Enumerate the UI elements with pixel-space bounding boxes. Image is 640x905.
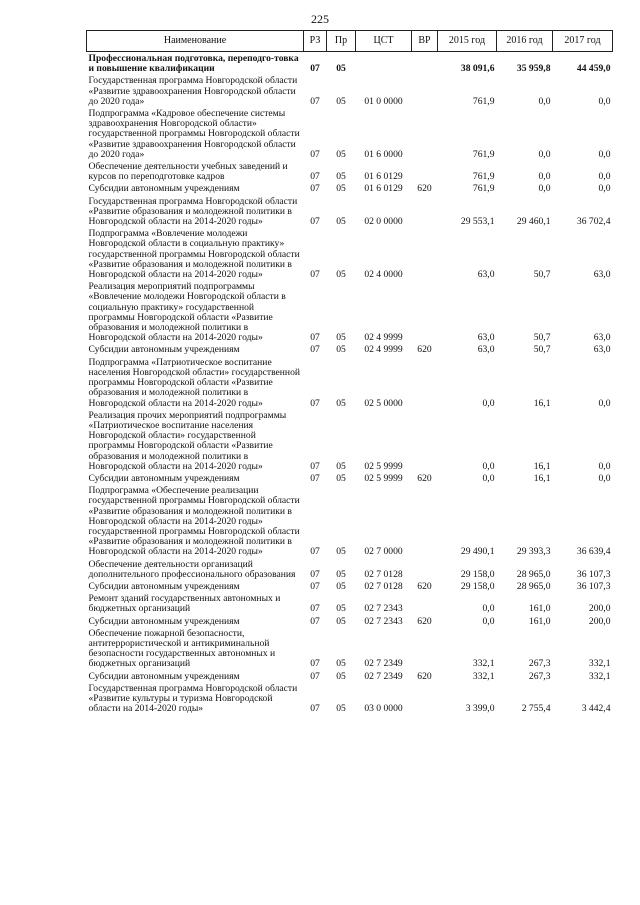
row-pr: 05 bbox=[336, 460, 346, 472]
header-pr: Пр bbox=[327, 31, 356, 52]
row-2016: 0,0 bbox=[538, 171, 551, 183]
row-2017: 63,0 bbox=[593, 344, 611, 356]
table-body bbox=[87, 52, 613, 715]
row-2015: 0,0 bbox=[482, 603, 495, 615]
row-rz: 07 bbox=[310, 670, 320, 682]
row-cst: 02 4 9999 bbox=[364, 332, 403, 344]
row-cst: 02 7 0000 bbox=[364, 546, 403, 558]
row-pr: 05 bbox=[336, 95, 346, 107]
row-rz: 07 bbox=[310, 171, 320, 183]
row-2016: 16,1 bbox=[533, 460, 551, 472]
page-number: 225 bbox=[311, 12, 329, 26]
table-row bbox=[87, 227, 613, 280]
row-cst: 03 0 0000 bbox=[364, 703, 403, 715]
header-vr: ВР bbox=[412, 31, 438, 52]
row-2017: 200,0 bbox=[588, 615, 611, 627]
row-rz: 07 bbox=[310, 703, 320, 715]
row-rz: 07 bbox=[310, 568, 320, 580]
row-2015: 29 158,0 bbox=[460, 580, 495, 592]
header-2015: 2015 год bbox=[438, 31, 497, 52]
row-pr: 05 bbox=[336, 332, 346, 344]
row-2017: 44 459,0 bbox=[576, 63, 611, 75]
row-2016: 0,0 bbox=[538, 148, 551, 160]
row-pr: 05 bbox=[336, 615, 346, 627]
row-name: Подпрограмма «Обеспечение реализации государственной программы Новгородской области «Развитие образования и молодежной политики в Новгородской области на 2014-2020 годы» государственной программы Новгородской области «Развитие образования и молодежной политики в Новгородской области на 2014-2020 годы» bbox=[88, 485, 300, 558]
row-name: Ремонт зданий государственных автономных и бюджетных организаций bbox=[88, 593, 281, 615]
row-vr: 620 bbox=[417, 615, 432, 627]
row-pr: 05 bbox=[336, 580, 346, 592]
row-name: Субсидии автономным учреждениям bbox=[88, 183, 240, 195]
table-row bbox=[87, 182, 613, 194]
row-cst: 01 6 0129 bbox=[364, 183, 403, 195]
row-2015: 0,0 bbox=[482, 460, 495, 472]
row-pr: 05 bbox=[336, 183, 346, 195]
row-name: Государственная программа Новгородской области «Развитие образования и молодежной политики в Новгородской области на 2014-2020 годы» bbox=[88, 195, 298, 228]
row-2017: 200,0 bbox=[588, 603, 611, 615]
row-2015: 761,9 bbox=[472, 171, 495, 183]
row-vr bbox=[412, 160, 438, 182]
row-2015: 3 399,0 bbox=[465, 703, 495, 715]
row-2015: 29 158,0 bbox=[460, 568, 495, 580]
row-2016: 50,7 bbox=[533, 269, 551, 281]
row-vr bbox=[412, 52, 438, 75]
row-2017: 0,0 bbox=[598, 148, 611, 160]
row-cst: 02 7 2343 bbox=[364, 603, 403, 615]
row-pr: 05 bbox=[336, 568, 346, 580]
header-cst: ЦСТ bbox=[356, 31, 412, 52]
row-cst: 02 4 0000 bbox=[364, 269, 403, 281]
row-pr: 05 bbox=[336, 472, 346, 484]
row-vr: 620 bbox=[417, 472, 432, 484]
row-vr bbox=[412, 409, 438, 472]
row-pr: 05 bbox=[336, 658, 346, 670]
row-vr bbox=[412, 592, 438, 614]
header-rz: РЗ bbox=[304, 31, 327, 52]
table-row bbox=[87, 670, 613, 682]
row-vr bbox=[412, 484, 438, 557]
row-rz: 07 bbox=[310, 603, 320, 615]
row-name: Обеспечение деятельности организаций дополнительного профессионального образования bbox=[88, 558, 296, 580]
row-name: Субсидии автономным учреждениям bbox=[88, 344, 240, 356]
row-2017: 0,0 bbox=[598, 472, 611, 484]
row-vr bbox=[412, 682, 438, 715]
row-2016: 28 965,0 bbox=[516, 580, 551, 592]
row-2016: 35 959,8 bbox=[516, 63, 551, 75]
row-2016: 29 460,1 bbox=[516, 216, 551, 228]
row-cst: 02 7 0128 bbox=[364, 580, 403, 592]
row-2016: 50,7 bbox=[533, 332, 551, 344]
header-name: Наименование bbox=[87, 31, 304, 52]
row-2015: 0,0 bbox=[482, 472, 495, 484]
row-2015: 332,1 bbox=[472, 658, 495, 670]
row-pr: 05 bbox=[336, 603, 346, 615]
row-name: Субсидии автономным учреждениям bbox=[88, 472, 240, 484]
row-cst: 01 6 0129 bbox=[364, 171, 403, 183]
row-pr: 05 bbox=[336, 397, 346, 409]
row-2017: 36 702,4 bbox=[576, 216, 611, 228]
row-2015: 63,0 bbox=[477, 344, 495, 356]
row-rz: 07 bbox=[310, 397, 320, 409]
row-2016: 161,0 bbox=[528, 603, 551, 615]
row-2017: 36 639,4 bbox=[576, 546, 611, 558]
row-2015: 29 553,1 bbox=[460, 216, 495, 228]
row-name: Подпрограмма «Патриотическое воспитание населения Новгородской области» государственной программы Новгородской области «Развитие образования и молодежной политики в Новгородской области на 2014-2020 годы» bbox=[88, 356, 300, 409]
row-vr bbox=[412, 107, 438, 160]
table-row bbox=[87, 343, 613, 355]
row-cst: 01 0 0000 bbox=[364, 95, 403, 107]
table-row bbox=[87, 472, 613, 484]
table-row bbox=[87, 409, 613, 472]
row-2016: 29 393,3 bbox=[516, 546, 551, 558]
table-row bbox=[87, 484, 613, 557]
row-2017: 36 107,3 bbox=[576, 580, 611, 592]
row-rz: 07 bbox=[310, 472, 320, 484]
row-name: Реализация мероприятий подпрограммы «Вовлечение молодежи Новгородской области в социальную практику» государственной программы Новгородской области «Развитие образования и молодежной политики в Новгородской области на 2014-2020 годы» bbox=[88, 281, 286, 344]
table-row bbox=[87, 592, 613, 614]
row-2017: 0,0 bbox=[598, 183, 611, 195]
table-row bbox=[87, 107, 613, 160]
row-cst: 02 5 0000 bbox=[364, 397, 403, 409]
row-vr: 620 bbox=[417, 344, 432, 356]
row-rz: 07 bbox=[310, 344, 320, 356]
row-vr bbox=[412, 356, 438, 409]
row-rz: 07 bbox=[310, 269, 320, 281]
table-header-row bbox=[87, 31, 613, 52]
row-cst: 02 7 2343 bbox=[364, 615, 403, 627]
row-cst: 01 6 0000 bbox=[364, 148, 403, 160]
row-pr: 05 bbox=[336, 269, 346, 281]
row-rz: 07 bbox=[310, 332, 320, 344]
row-2017: 63,0 bbox=[593, 332, 611, 344]
row-name: Субсидии автономным учреждениям bbox=[88, 670, 240, 682]
table-row bbox=[87, 682, 613, 715]
row-vr bbox=[412, 280, 438, 343]
row-2016: 0,0 bbox=[538, 183, 551, 195]
header-2016: 2016 год bbox=[497, 31, 553, 52]
table-row bbox=[87, 558, 613, 580]
row-name: Обеспечение деятельности учебных заведений и курсов по переподготовке кадров bbox=[88, 161, 288, 183]
row-vr bbox=[412, 627, 438, 670]
row-name: Подпрограмма «Кадровое обеспечение системы здравоохранения Новгородской области» государственной программы Новгородской области «Развитие здравоохранения Новгородской области до 2020 года» bbox=[88, 108, 300, 160]
row-cst: 02 0 0000 bbox=[364, 216, 403, 228]
row-name: Государственная программа Новгородской области «Развитие культуры и туризма Новгородской области на 2014-2020 годы» bbox=[88, 682, 298, 715]
row-2015: 761,9 bbox=[472, 183, 495, 195]
table-row bbox=[87, 580, 613, 592]
row-vr bbox=[412, 558, 438, 580]
row-rz: 07 bbox=[310, 216, 320, 228]
row-2016: 267,3 bbox=[528, 658, 551, 670]
row-pr: 05 bbox=[336, 216, 346, 228]
row-2015: 761,9 bbox=[472, 95, 495, 107]
row-pr: 05 bbox=[336, 171, 346, 183]
row-vr: 620 bbox=[417, 580, 432, 592]
row-pr: 05 bbox=[336, 670, 346, 682]
table-row bbox=[87, 52, 613, 75]
table-row bbox=[87, 615, 613, 627]
row-rz: 07 bbox=[310, 148, 320, 160]
row-name: Подпрограмма «Вовлечение молодежи Новгородской области в социальную практику» государственной программы Новгородской области «Развитие образования и молодежной политики в Новгородской области на 2014-2020 годы» bbox=[88, 228, 300, 281]
row-2016: 2 755,4 bbox=[521, 703, 551, 715]
table-row bbox=[87, 74, 613, 107]
row-2015: 332,1 bbox=[472, 670, 495, 682]
row-2017: 0,0 bbox=[598, 95, 611, 107]
row-2016: 0,0 bbox=[538, 95, 551, 107]
row-rz: 07 bbox=[310, 658, 320, 670]
row-2017: 0,0 bbox=[598, 397, 611, 409]
row-cst bbox=[356, 52, 412, 75]
row-2015: 0,0 bbox=[482, 397, 495, 409]
row-name: Государственная программа Новгородской области «Развитие здравоохранения Новгородской области до 2020 года» bbox=[88, 75, 298, 107]
row-rz: 07 bbox=[310, 63, 320, 75]
row-name: Обеспечение пожарной безопасности, антитеррористической и антикриминальной безопасности государственных автономных и бюджетных организаций bbox=[88, 627, 276, 670]
row-pr: 05 bbox=[336, 546, 346, 558]
row-2015: 38 091,6 bbox=[460, 63, 495, 75]
row-2015: 761,9 bbox=[472, 148, 495, 160]
row-vr bbox=[412, 227, 438, 280]
table-row bbox=[87, 280, 613, 343]
row-2016: 267,3 bbox=[528, 670, 551, 682]
row-2017: 0,0 bbox=[598, 460, 611, 472]
row-name: Реализация прочих мероприятий подпрограммы «Патриотическое воспитание населения Новгородской области» государственной программы Новгородской области «Развитие образования и молодежной политики в Новгородской области на 2014-2020 годы» bbox=[88, 409, 287, 472]
row-pr: 05 bbox=[336, 344, 346, 356]
row-pr: 05 bbox=[336, 703, 346, 715]
row-rz: 07 bbox=[310, 183, 320, 195]
row-2016: 28 965,0 bbox=[516, 568, 551, 580]
row-rz: 07 bbox=[310, 95, 320, 107]
row-cst: 02 7 2349 bbox=[364, 670, 403, 682]
row-vr: 620 bbox=[417, 183, 432, 195]
row-2015: 0,0 bbox=[482, 615, 495, 627]
row-2015: 63,0 bbox=[477, 332, 495, 344]
row-2017: 36 107,3 bbox=[576, 568, 611, 580]
row-2016: 50,7 bbox=[533, 344, 551, 356]
table-row bbox=[87, 356, 613, 409]
row-cst: 02 5 9999 bbox=[364, 460, 403, 472]
header-2017: 2017 год bbox=[553, 31, 613, 52]
row-2017: 0,0 bbox=[598, 171, 611, 183]
row-2017: 332,1 bbox=[588, 670, 611, 682]
row-2017: 3 442,4 bbox=[581, 703, 611, 715]
row-rz: 07 bbox=[310, 460, 320, 472]
table-row bbox=[87, 160, 613, 182]
table-row bbox=[87, 627, 613, 670]
row-cst: 02 7 2349 bbox=[364, 658, 403, 670]
row-2015: 63,0 bbox=[477, 269, 495, 281]
row-2015: 29 490,1 bbox=[460, 546, 495, 558]
row-vr bbox=[412, 195, 438, 228]
row-vr bbox=[412, 74, 438, 107]
row-cst: 02 7 0128 bbox=[364, 568, 403, 580]
row-name: Субсидии автономным учреждениям bbox=[88, 615, 240, 627]
row-2016: 161,0 bbox=[528, 615, 551, 627]
row-2017: 332,1 bbox=[588, 658, 611, 670]
row-2016: 16,1 bbox=[533, 472, 551, 484]
row-cst: 02 5 9999 bbox=[364, 472, 403, 484]
row-name: Профессиональная подготовка, переподго-товка и повышение квалификации bbox=[88, 53, 299, 75]
row-cst: 02 4 9999 bbox=[364, 344, 403, 356]
row-pr: 05 bbox=[336, 148, 346, 160]
table-row bbox=[87, 195, 613, 228]
row-vr: 620 bbox=[417, 670, 432, 682]
row-rz: 07 bbox=[310, 615, 320, 627]
row-pr: 05 bbox=[336, 63, 346, 75]
budget-table bbox=[86, 30, 613, 714]
row-2016: 16,1 bbox=[533, 397, 551, 409]
row-name: Субсидии автономным учреждениям bbox=[88, 580, 240, 592]
row-2017: 63,0 bbox=[593, 269, 611, 281]
row-rz: 07 bbox=[310, 580, 320, 592]
row-rz: 07 bbox=[310, 546, 320, 558]
